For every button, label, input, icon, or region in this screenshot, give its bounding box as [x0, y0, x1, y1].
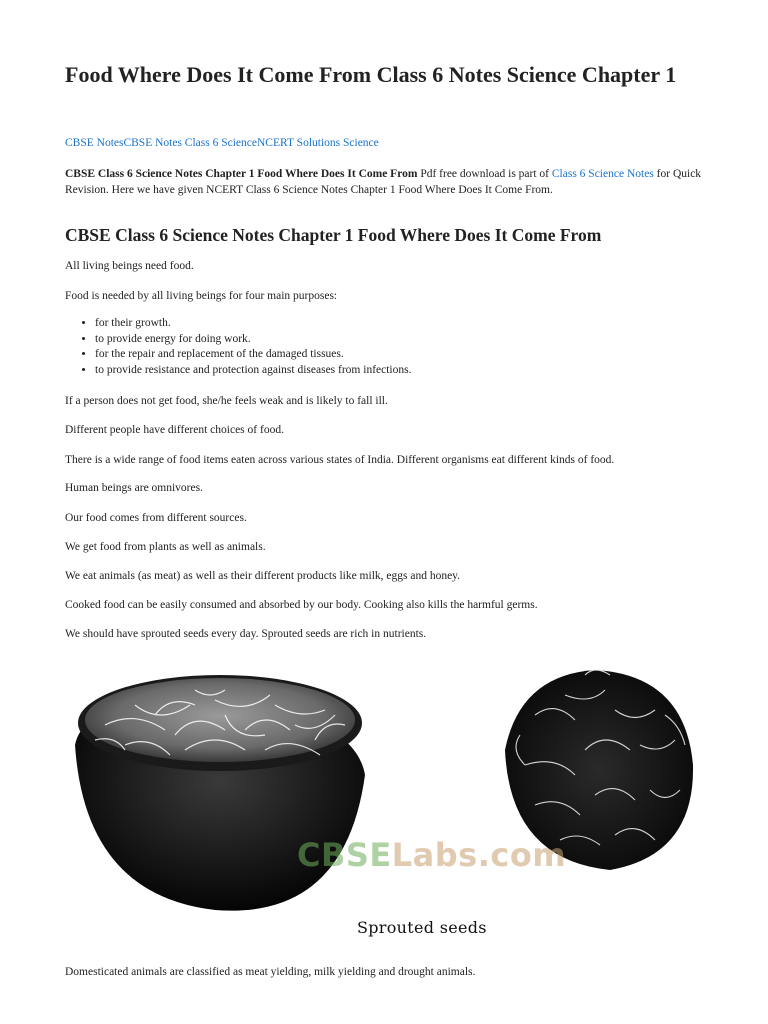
paragraph-food-needed: Food is needed by all living beings for four main purposes: [65, 290, 338, 302]
sprouted-seeds-image [65, 655, 705, 955]
paragraph-weak: If a person does not get food, she/he feels weak and is likely to fall ill. [65, 395, 388, 407]
category-link-cbse-notes[interactable]: CBSE Notes [65, 137, 124, 149]
figure-caption: Sprouted seeds [357, 918, 487, 937]
intro-text-1: Pdf free download is part of [417, 168, 552, 180]
intro-paragraph [65, 166, 705, 198]
paragraph-plants-animals: We get food from plants as well as animals. [65, 541, 266, 553]
category-link-class6-science[interactable]: CBSE Notes Class 6 Science [123, 137, 257, 149]
intro-bold-lead: CBSE Class 6 Science Notes Chapter 1 Food Where Does It Come From [65, 168, 418, 180]
paragraph-sprouted: We should have sprouted seeds every day. Sprouted seeds are rich in nutrients. [65, 628, 427, 640]
purposes-list [65, 316, 411, 378]
paragraph-all-living: All living beings need food. [65, 260, 194, 272]
class6-science-notes-link[interactable]: Class 6 Science Notes [551, 168, 654, 180]
list-item: • for the repair and replacement of the damaged tissues. [95, 347, 411, 363]
list-item: • to provide resistance and protection against diseases from infections. [95, 363, 411, 379]
watermark-part-b: Labs.com [391, 836, 567, 874]
paragraph-cooked: Cooked food can be easily consumed and absorbed by our body. Cooking also kills the harmful germs. [65, 599, 538, 611]
paragraph-eat-animals: We eat animals (as meat) as well as their different products like milk, eggs and honey. [65, 570, 461, 582]
article-title: Food Where Does It Come From Class 6 Notes Science Chapter 1 [65, 62, 677, 87]
paragraph-omnivores: Human beings are omnivores. [65, 482, 203, 494]
list-item: • to provide energy for doing work. [95, 332, 411, 348]
watermark-part-a: CBSE [297, 836, 392, 874]
cbselabs-watermark [297, 836, 566, 874]
paragraph-choices: Different people have different choices of food. [65, 424, 284, 436]
category-link-ncert-solutions[interactable]: NCERT Solutions Science [257, 137, 379, 149]
category-links [65, 137, 379, 149]
list-item: • for their growth. [95, 316, 411, 332]
paragraph-domesticated: Domesticated animals are classified as meat yielding, milk yielding and drought animals. [65, 966, 476, 978]
intro-text-2: for Quick Revision. Here we have given NCERT Class 6 Science Notes Chapter 1 Food Where Does It Come From. [65, 168, 702, 196]
paragraph-range: There is a wide range of food items eaten across various states of India. Different organisms eat different kinds of food. [65, 454, 615, 466]
section-heading: CBSE Class 6 Science Notes Chapter 1 Food Where Does It Come From [65, 225, 602, 245]
paragraph-sources: Our food comes from different sources. [65, 512, 247, 524]
